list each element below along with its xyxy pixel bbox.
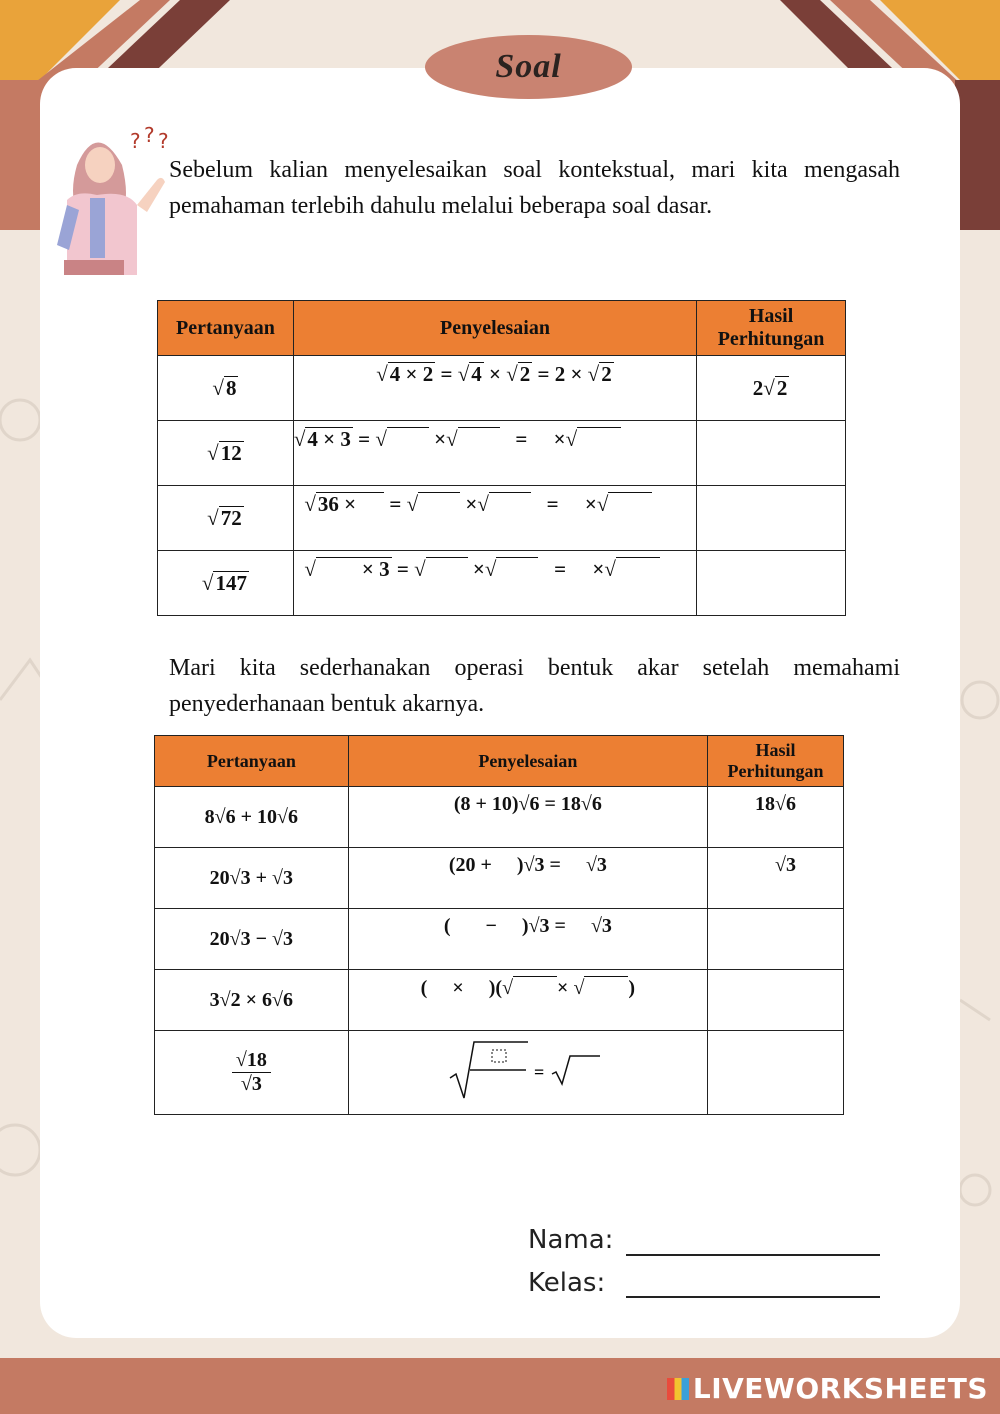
- question-cell: √12: [158, 421, 294, 486]
- intro-paragraph: Sebelum kalian menyelesaikan soal kontekstual, mari kita mengasah pemahaman terlebih dahulu melalui beberapa soal dasar.: [169, 157, 900, 219]
- header-solution: Penyelesaian: [293, 301, 696, 356]
- header-result: Hasil Perhitungan: [697, 301, 846, 356]
- table-row: [158, 421, 846, 486]
- question-cell: 3√2 × 6√6: [155, 970, 349, 1031]
- class-label: Kelas:: [528, 1268, 606, 1298]
- table-row: [155, 1031, 844, 1115]
- solution-cell[interactable]: √36 × = √ ×√ = ×√: [293, 486, 696, 551]
- title-badge: [425, 35, 632, 99]
- result-cell[interactable]: [708, 970, 844, 1031]
- solution-cell[interactable]: [348, 1031, 707, 1115]
- name-field[interactable]: [626, 1254, 880, 1256]
- header-question: Pertanyaan: [158, 301, 294, 356]
- result-cell[interactable]: [697, 421, 846, 486]
- table-row: [155, 848, 844, 909]
- question-cell: √8: [158, 356, 294, 421]
- solution-cell[interactable]: ( × )(√ × √ ): [348, 970, 707, 1031]
- solution-cell[interactable]: √4 × 3 = √ ×√ = ×√: [293, 421, 696, 486]
- teacher-illustration: [52, 120, 177, 275]
- solution-cell[interactable]: ( − )√3 = √3: [348, 909, 707, 970]
- result-cell[interactable]: [708, 909, 844, 970]
- second-paragraph: Mari kita sederhanakan operasi bentuk akar setelah memahami penyederhanaan bentuk akarnya.: [169, 655, 900, 717]
- question-cell: 8√6 + 10√6: [155, 787, 349, 848]
- result-cell: 2√2: [697, 356, 846, 421]
- solution-cell: √4 × 2 = √4 × √2 = 2 × √2: [293, 356, 696, 421]
- question-cell: √147: [158, 551, 294, 616]
- svg-text:?: ?: [158, 129, 169, 153]
- result-cell[interactable]: [697, 486, 846, 551]
- name-label: Nama:: [528, 1225, 614, 1255]
- header-result: Hasil Perhitungan: [708, 736, 844, 787]
- solution-cell[interactable]: √ × 3 = √ ×√ = ×√: [293, 551, 696, 616]
- page-title: Soal: [495, 48, 562, 85]
- svg-text:?: ?: [144, 123, 155, 147]
- root-simplification-table: [157, 300, 846, 616]
- question-cell: [155, 1031, 349, 1115]
- solution-cell[interactable]: (20 + )√3 = √3: [348, 848, 707, 909]
- fraction-root-template: [448, 1040, 608, 1100]
- question-cell: √72: [158, 486, 294, 551]
- table-row: [158, 551, 846, 616]
- fraction: $\frac{√18}{√3}$: [232, 1049, 271, 1096]
- table-row: [155, 970, 844, 1031]
- table-row: [155, 909, 844, 970]
- table-row: [158, 356, 846, 421]
- root-operations-table: [154, 735, 844, 1115]
- question-cell: 20√3 + √3: [155, 848, 349, 909]
- result-cell[interactable]: [697, 551, 846, 616]
- header-question: Pertanyaan: [155, 736, 349, 787]
- question-cell: 20√3 − √3: [155, 909, 349, 970]
- table-header-row: [155, 736, 844, 787]
- liveworksheets-icon: [667, 1378, 689, 1400]
- result-cell[interactable]: [708, 1031, 844, 1115]
- table-row: [155, 787, 844, 848]
- svg-text:?: ?: [130, 129, 141, 153]
- brand-logo[interactable]: LIVEWORKSHEETS: [667, 1372, 988, 1405]
- result-cell[interactable]: √3: [708, 848, 844, 909]
- header-solution: Penyelesaian: [348, 736, 707, 787]
- solution-cell: (8 + 10)√6 = 18√6: [348, 787, 707, 848]
- table-header-row: [158, 301, 846, 356]
- svg-text:=: =: [533, 1061, 545, 1082]
- table-row: [158, 486, 846, 551]
- class-field[interactable]: [626, 1296, 880, 1298]
- result-cell: 18√6: [708, 787, 844, 848]
